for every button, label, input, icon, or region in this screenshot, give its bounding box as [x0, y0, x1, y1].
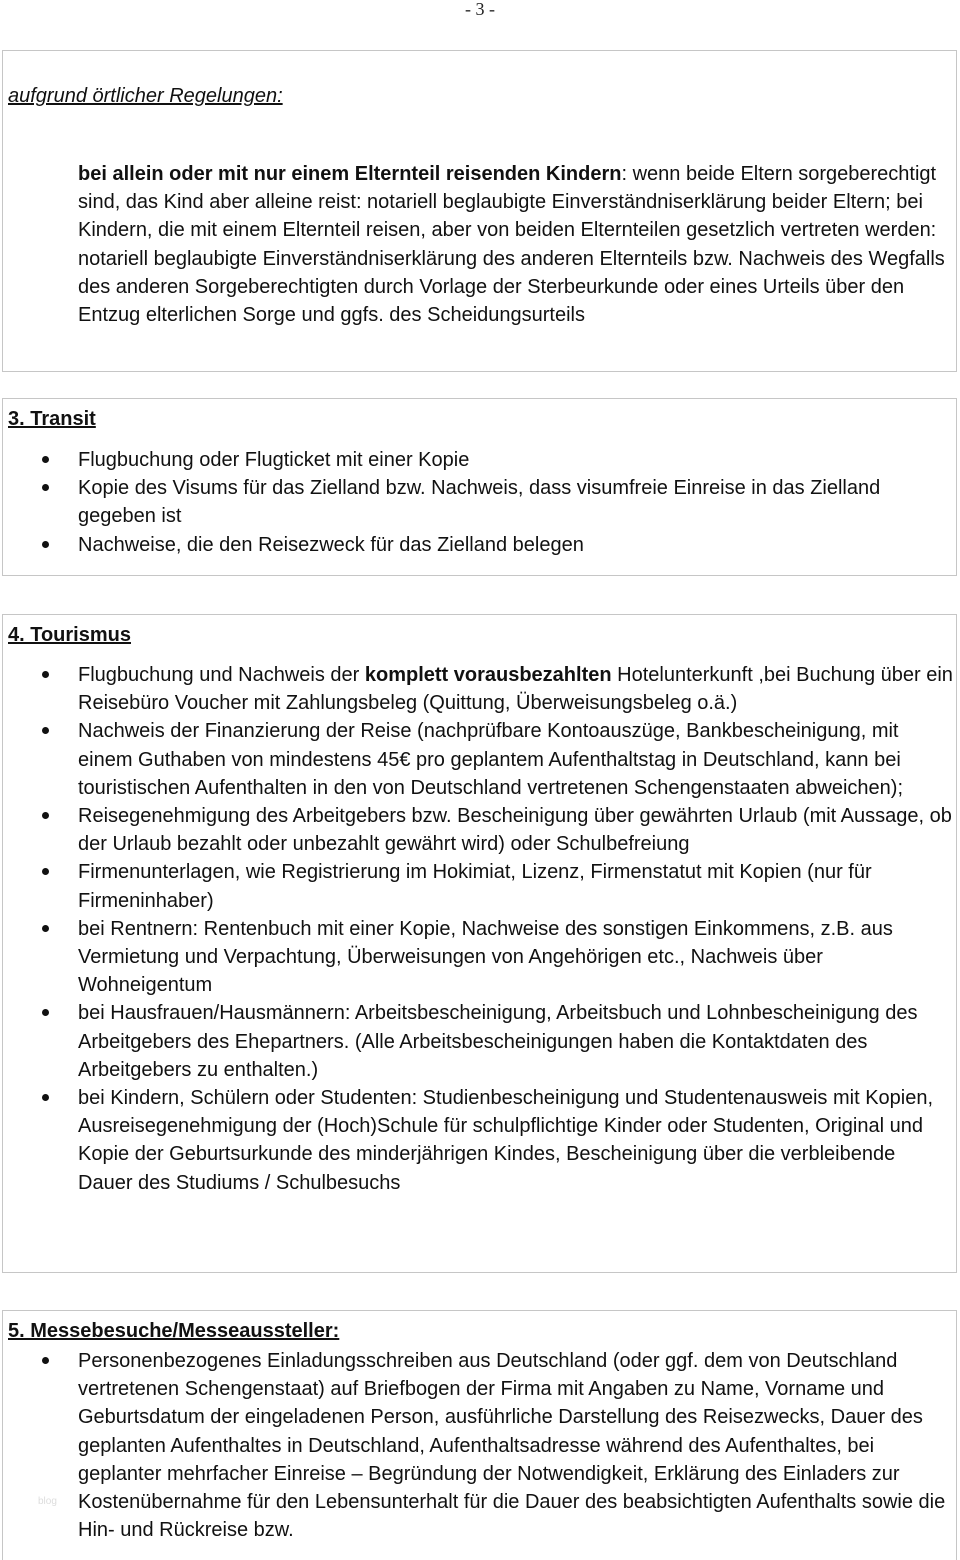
list-item-text: Nachweis der Finanzierung der Reise (nachprüfbare Kontoauszüge, Bankbescheinigung, mit einem Guthaben von mindestens 45€ pro geplantem Aufenthaltstag in Deutschland, kann bei touristischen Aufenthalten in den von Deutschland vertretenen Schengenstaaten abweichen);: [78, 720, 903, 799]
list-item-text: Flugbuchung oder Flugticket mit einer Kopie: [78, 449, 470, 471]
list-item: [0, 446, 953, 474]
bullet-icon: [42, 727, 49, 734]
list-item-text: bei Rentnern: Rentenbuch mit einer Kopie, Nachweise des sonstigen Einkommens, z.B. aus Vermietung und Verpachtung, Überweisungen von Angehörigen etc., Nachweis über Wohneigentum: [78, 917, 893, 997]
list-item-text: Firmenunterlagen, wie Registrierung im Hokimiat, Lizenz, Firmenstatut mit Kopien (nur für Firmeninhaber): [78, 861, 872, 912]
list-item-text: Kopie des Visums für das Zielland bzw. Nachweis, dass visumfreie Einreise in das Zielland gegeben ist: [78, 477, 881, 528]
transit-list: [0, 446, 953, 559]
local-rules-text: : wenn beide Eltern sorgeberechtigt sind, das Kind aber alleine reist: notariell beglaubigte Einverständniserklärung beider Eltern; bei Kindern, die mit einem Elternteil reisen, aber von beiden Elternteilen gesetzlich vertreten werden: notariell beglaubigte Einverständniserklärung des anderen Elternteils bzw. Nachweis des Wegfalls des anderen Sorgeberechtigten durch Vorlage der Sterbeurkunde oder eines Urteils über den Entzug elterlichen Sorge und ggfs. des Scheidungsurteils: [78, 163, 945, 327]
list-item-text: Nachweise, die den Reisezweck für das Zielland belegen: [78, 533, 584, 556]
bullet-icon: [42, 456, 49, 463]
bullet-icon: [42, 671, 49, 678]
bullet-icon: [42, 1357, 49, 1364]
list-item-text: Personenbezogenes Einladungsschreiben aus Deutschland (oder ggf. dem von Deutschland vertretenen Schengenstaat) auf Briefbogen der Firma mit Angaben zu Name, Vorname und Geburtsdatum der eingeladenen Person, ausführliche Darstellung des Reisezwecks, Dauer des geplanten Aufenthaltes in Deutschland, Aufenthaltsadresse während des Aufenthaltes, bei geplanter mehrfacher Einreise – Begründung der Notwendigkeit, Erklärung des Einladers zur Kostenübernahme für den Lebensunterhalt für die Dauer des beabsichtigten Aufenthalts sowie die Hin- und Rückreise bzw.: [78, 1350, 946, 1542]
local-rules-paragraph: [78, 160, 953, 329]
list-item-text: Flugbuchung und Nachweis der: [78, 664, 365, 686]
list-item: [0, 858, 953, 914]
messe-list: [0, 1347, 953, 1544]
bullet-icon: [42, 541, 49, 548]
list-item: [0, 915, 953, 1000]
list-item-text: bei Kindern, Schülern oder Studenten: Studienbescheinigung und Studentenausweis mit Kopien, Ausreisegenehmigung der (Hoch)Schule für schulpflichtige Kinder oder Studenten, Original und Kopie der Geburtsurkunde des minderjährigen Kindes, Bescheinigung über die verbleibende Dauer des Studiums / Schulbesuchs: [78, 1087, 934, 1194]
list-item: [0, 802, 953, 858]
bullet-icon: [42, 1009, 49, 1016]
transit-heading: 3. Transit: [8, 408, 96, 430]
bullet-icon: [42, 1094, 49, 1101]
list-item: [0, 474, 953, 530]
list-item-text: bei Hausfrauen/Hausmännern: Arbeitsbescheinigung, Arbeitsbuch und Lohnbescheinigung des Arbeitgebers des Ehepartners. (Alle Arbeitsbescheinigungen haben die Kontaktdaten des Arbeitgebers zu enthalten.): [78, 1002, 918, 1081]
messe-heading: 5. Messebesuche/Messeaussteller:: [8, 1320, 340, 1342]
list-item: [0, 1084, 953, 1197]
local-rules-bold-lead: bei allein oder mit nur einem Elternteil reisenden Kindern: [78, 163, 622, 185]
page-number: - 3 -: [465, 0, 495, 19]
list-item-text: Reisegenehmigung des Arbeitgebers bzw. Bescheinigung über gewährten Urlaub (mit Aussage, ob der Urlaub bezahlt oder unbezahlt gewährt wird) oder Schulbefreiung: [78, 805, 952, 856]
bullet-icon: [42, 868, 49, 875]
bullet-icon: [42, 925, 49, 932]
bullet-icon: [42, 812, 49, 819]
list-item: [0, 717, 953, 802]
list-item: [0, 661, 953, 717]
list-item: [0, 999, 953, 1084]
list-item: [0, 1347, 953, 1544]
bullet-icon: [42, 484, 49, 491]
local-rules-heading: aufgrund örtlicher Regelungen:: [8, 85, 283, 107]
list-item-text: Hotelunterkunft ,bei Buchung über ein Reisebüro Voucher mit Zahlungsbeleg (Quittung, Überweisungsbeleg o.ä.): [78, 664, 953, 715]
list-item-bold-text: komplett vorausbezahlten: [364, 664, 612, 686]
list-item: [0, 531, 953, 559]
tourism-heading: 4. Tourismus: [8, 624, 131, 646]
watermark-text: blog: [38, 1496, 57, 1507]
tourism-list: [0, 661, 953, 1197]
